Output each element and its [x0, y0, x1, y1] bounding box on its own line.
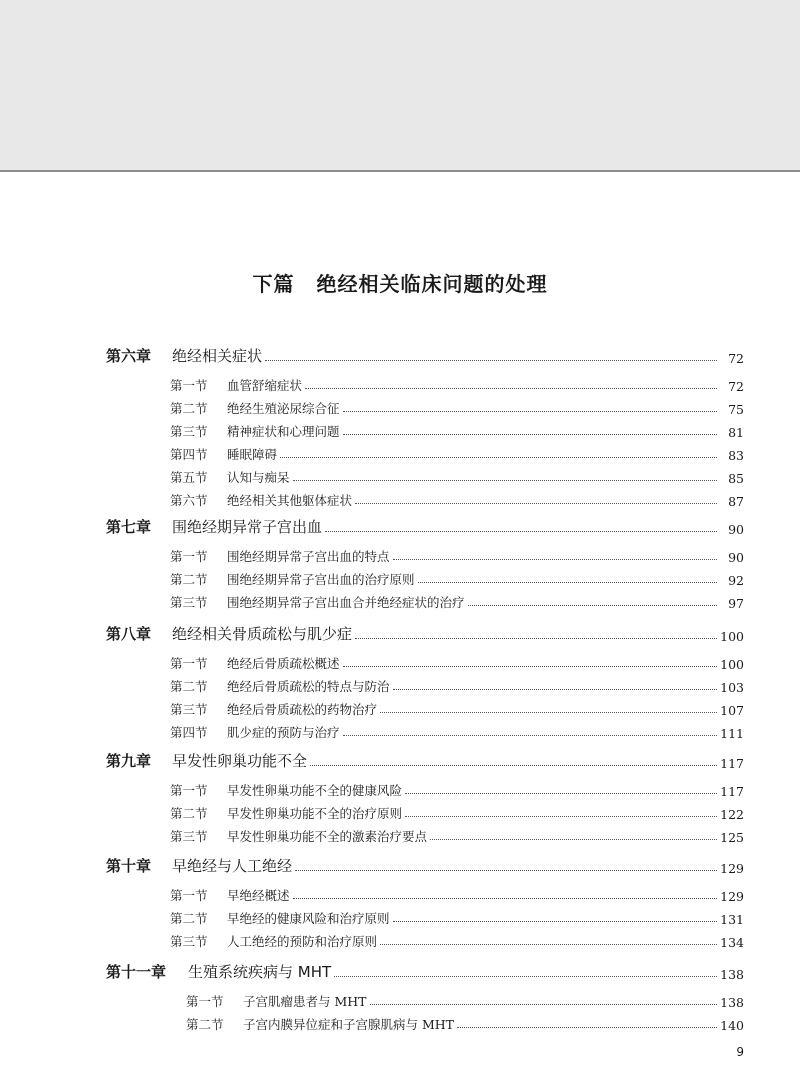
chapter-label: 第八章: [106, 625, 152, 643]
section-page-number: 90: [728, 550, 744, 565]
chapter-title: 绝经相关骨质疏松与肌少症: [172, 625, 353, 643]
section-title: 早发性卵巢功能不全的健康风险: [227, 783, 403, 798]
toc-section-row[interactable]: [0, 694, 800, 718]
section-label: 第一节: [170, 549, 208, 564]
toc-section-row[interactable]: [0, 775, 800, 799]
toc-section-row[interactable]: [0, 903, 800, 927]
chapter-page-number: 100: [720, 629, 744, 644]
toc-section-row[interactable]: [0, 926, 800, 950]
section-title: 认知与痴呆: [227, 470, 290, 485]
section-label: 第二节: [170, 401, 208, 416]
dot-leader: [355, 638, 717, 639]
toc-chapter-row[interactable]: [0, 747, 800, 771]
chapter-title: 生殖系统疾病与 MHT: [188, 963, 332, 981]
chapter-label: 第十一章: [106, 963, 167, 981]
toc-section-row[interactable]: [0, 821, 800, 845]
section-title: 绝经后骨质疏松的药物治疗: [227, 702, 378, 717]
toc-section-row[interactable]: [0, 541, 800, 565]
section-page-number: 125: [720, 830, 744, 845]
chapter-page-number: 138: [720, 967, 744, 982]
dot-leader: [343, 434, 717, 435]
toc-section-row[interactable]: [0, 564, 800, 588]
section-page-number: 81: [728, 425, 744, 440]
dot-leader: [293, 480, 717, 481]
section-label: 第二节: [170, 572, 208, 587]
footer-page-number: 9: [736, 1045, 744, 1059]
section-title: 子宫肌瘤患者与 MHT: [243, 994, 367, 1009]
section-page-number: 138: [720, 995, 744, 1010]
chapter-title: 早发性卵巢功能不全: [172, 752, 308, 770]
dot-leader: [457, 1027, 717, 1028]
section-label: 第一节: [170, 888, 208, 903]
section-label: 第二节: [170, 679, 208, 694]
section-label: 第三节: [170, 934, 208, 949]
toc-chapter-row[interactable]: [0, 620, 800, 644]
dot-leader: [310, 765, 717, 766]
toc-section-row[interactable]: [0, 880, 800, 904]
section-title: 围绝经期异常子宫出血的特点: [227, 549, 390, 564]
dot-leader: [325, 531, 717, 532]
section-label: 第三节: [170, 702, 208, 717]
header-band: [0, 0, 800, 172]
dot-leader: [280, 457, 717, 458]
section-label: 第二节: [170, 806, 208, 821]
section-page-number: 107: [720, 703, 744, 718]
toc-section-row[interactable]: [0, 462, 800, 486]
section-label: 第五节: [170, 470, 208, 485]
section-label: 第一节: [186, 994, 224, 1009]
toc-chapter-row[interactable]: [0, 852, 800, 876]
section-page-number: 103: [720, 680, 744, 695]
section-page-number: 131: [720, 912, 744, 927]
chapter-title: 围绝经期异常子宫出血: [172, 518, 323, 536]
toc-chapter-row[interactable]: [0, 342, 800, 366]
chapter-title: 早绝经与人工绝经: [172, 857, 293, 875]
section-page-number: 140: [720, 1018, 744, 1033]
toc-section-row[interactable]: [0, 393, 800, 417]
toc-section-row[interactable]: [0, 485, 800, 509]
section-title: 早绝经概述: [227, 888, 290, 903]
section-label: 第三节: [170, 424, 208, 439]
toc-chapter-row[interactable]: [0, 958, 800, 982]
part-title: [0, 268, 800, 297]
section-title: 早发性卵巢功能不全的激素治疗要点: [227, 829, 428, 844]
section-page-number: 117: [720, 784, 744, 799]
dot-leader: [343, 735, 717, 736]
chapter-label: 第九章: [106, 752, 152, 770]
toc-section-row[interactable]: [0, 1009, 800, 1033]
dot-leader: [293, 898, 717, 899]
section-page-number: 72: [728, 379, 744, 394]
chapter-page-number: 72: [728, 351, 744, 366]
section-title: 子宫内膜异位症和子宫腺肌病与 MHT: [243, 1017, 455, 1032]
chapter-page-number: 90: [728, 522, 744, 537]
section-title: 绝经后骨质疏松的特点与防治: [227, 679, 390, 694]
section-page-number: 87: [728, 494, 744, 509]
section-page-number: 83: [728, 448, 744, 463]
chapter-page-number: 129: [720, 861, 744, 876]
section-page-number: 75: [728, 402, 744, 417]
section-label: 第六节: [170, 493, 208, 508]
chapter-label: 第七章: [106, 518, 152, 536]
section-page-number: 92: [728, 573, 744, 588]
dot-leader: [393, 559, 717, 560]
dot-leader: [334, 976, 717, 977]
section-page-number: 129: [720, 889, 744, 904]
dot-leader: [405, 816, 717, 817]
chapter-title: 绝经相关症状: [172, 347, 263, 365]
dot-leader: [343, 666, 717, 667]
dot-leader: [418, 582, 717, 583]
section-label: 第一节: [170, 656, 208, 671]
section-page-number: 122: [720, 807, 744, 822]
toc-section-row[interactable]: [0, 671, 800, 695]
part-title-text: 绝经相关临床问题的处理: [316, 272, 548, 296]
chapter-page-number: 117: [720, 756, 744, 771]
section-label: 第一节: [170, 783, 208, 798]
toc-section-row[interactable]: [0, 370, 800, 394]
toc-section-row[interactable]: [0, 439, 800, 463]
section-title: 绝经生殖泌尿综合征: [227, 401, 340, 416]
section-label: 第二节: [170, 911, 208, 926]
dot-leader: [343, 411, 717, 412]
section-title: 围绝经期异常子宫出血的治疗原则: [227, 572, 415, 587]
section-label: 第四节: [170, 447, 208, 462]
dot-leader: [355, 503, 717, 504]
section-label: 第二节: [186, 1017, 224, 1032]
section-title: 睡眠障碍: [227, 447, 278, 462]
toc-section-row[interactable]: [0, 587, 800, 611]
dot-leader: [393, 689, 717, 690]
section-title: 围绝经期异常子宫出血合并绝经症状的治疗: [227, 595, 465, 610]
dot-leader: [430, 839, 717, 840]
section-title: 精神症状和心理问题: [227, 424, 340, 439]
section-page-number: 97: [728, 596, 744, 611]
section-page-number: 134: [720, 935, 744, 950]
dot-leader: [405, 793, 717, 794]
section-label: 第一节: [170, 378, 208, 393]
section-title: 绝经后骨质疏松概述: [227, 656, 340, 671]
chapter-label: 第六章: [106, 347, 152, 365]
dot-leader: [305, 388, 717, 389]
section-label: 第三节: [170, 829, 208, 844]
toc-chapter-row[interactable]: [0, 513, 800, 537]
toc-section-row[interactable]: [0, 416, 800, 440]
section-page-number: 85: [728, 471, 744, 486]
toc-section-row[interactable]: [0, 986, 800, 1010]
dot-leader: [393, 921, 717, 922]
dot-leader: [370, 1004, 717, 1005]
toc-section-row[interactable]: [0, 798, 800, 822]
dot-leader: [295, 870, 717, 871]
section-title: 早发性卵巢功能不全的治疗原则: [227, 806, 403, 821]
section-page-number: 111: [720, 726, 744, 741]
section-page-number: 100: [720, 657, 744, 672]
dot-leader: [468, 605, 717, 606]
toc-section-row[interactable]: [0, 648, 800, 672]
chapter-label: 第十章: [106, 857, 152, 875]
dot-leader: [380, 944, 717, 945]
section-title: 人工绝经的预防和治疗原则: [227, 934, 378, 949]
dot-leader: [380, 712, 717, 713]
section-label: 第四节: [170, 725, 208, 740]
section-label: 第三节: [170, 595, 208, 610]
section-title: 早绝经的健康风险和治疗原则: [227, 911, 390, 926]
section-title: 肌少症的预防与治疗: [227, 725, 340, 740]
toc-section-row[interactable]: [0, 717, 800, 741]
section-title: 绝经相关其他躯体症状: [227, 493, 353, 508]
dot-leader: [265, 360, 717, 361]
section-title: 血管舒缩症状: [227, 378, 303, 393]
part-title-prefix: 下篇: [252, 272, 295, 296]
